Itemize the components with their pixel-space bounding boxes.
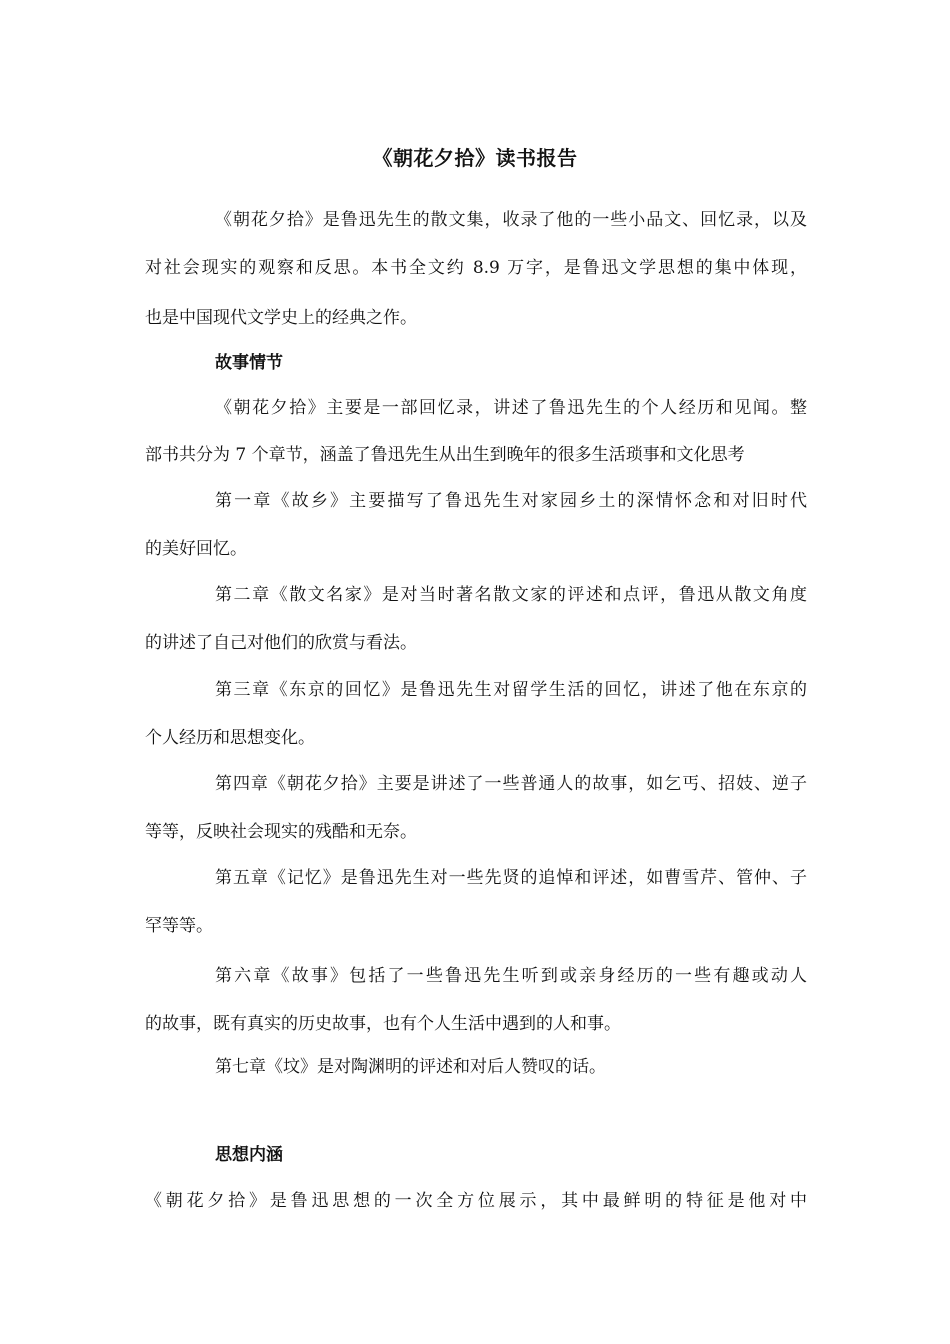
chapter-3-line-2: 个人经历和思想变化。	[145, 728, 315, 748]
chapter-5-line-1: 第五章《记忆》是鲁迅先生对一些先贤的追悼和评述，如曹雪芹、管仲、子	[215, 868, 807, 888]
intro-line-2: 对社会现实的观察和反思。本书全文约 8.9 万字，是鲁迅文学思想的集中体现，	[145, 258, 807, 278]
chapter-4-line-1: 第四章《朝花夕拾》主要是讲述了一些普通人的故事，如乞丐、招妓、逆子	[215, 774, 807, 794]
chapter-6-line-2: 的故事，既有真实的历史故事，也有个人生活中遇到的人和事。	[145, 1014, 621, 1034]
thought-para-line-1: 《朝花夕拾》是鲁迅思想的一次全方位展示，其中最鲜明的特征是他对中	[145, 1191, 807, 1211]
section-heading-plot: 故事情节	[215, 353, 283, 373]
plot-para-1-line-1: 《朝花夕拾》主要是一部回忆录，讲述了鲁迅先生的个人经历和见闻。整	[215, 398, 807, 418]
chapter-4-line-2: 等等，反映社会现实的残酷和无奈。	[145, 822, 417, 842]
intro-line-1: 《朝花夕拾》是鲁迅先生的散文集，收录了他的一些小品文、回忆录，以及	[215, 210, 807, 230]
chapter-7-line-1: 第七章《坟》是对陶渊明的评述和对后人赞叹的话。	[215, 1057, 606, 1077]
section-heading-thought: 思想内涵	[215, 1145, 283, 1165]
page-title: 《朝花夕拾》读书报告	[372, 146, 578, 170]
plot-para-1-line-2: 部书共分为 7 个章节，涵盖了鲁迅先生从出生到晚年的很多生活琐事和文化思考	[145, 445, 745, 465]
chapter-3-line-1: 第三章《东京的回忆》是鲁迅先生对留学生活的回忆，讲述了他在东京的	[215, 680, 807, 700]
chapter-1-line-2: 的美好回忆。	[145, 539, 247, 559]
chapter-6-line-1: 第六章《故事》包括了一些鲁迅先生听到或亲身经历的一些有趣或动人	[215, 966, 807, 986]
chapter-5-line-2: 罕等等。	[145, 916, 213, 936]
intro-line-3: 也是中国现代文学史上的经典之作。	[145, 308, 417, 328]
chapter-2-line-2: 的讲述了自己对他们的欣赏与看法。	[145, 633, 417, 653]
chapter-1-line-1: 第一章《故乡》主要描写了鲁迅先生对家园乡土的深情怀念和对旧时代	[215, 491, 807, 511]
chapter-2-line-1: 第二章《散文名家》是对当时著名散文家的评述和点评，鲁迅从散文角度	[215, 585, 807, 605]
